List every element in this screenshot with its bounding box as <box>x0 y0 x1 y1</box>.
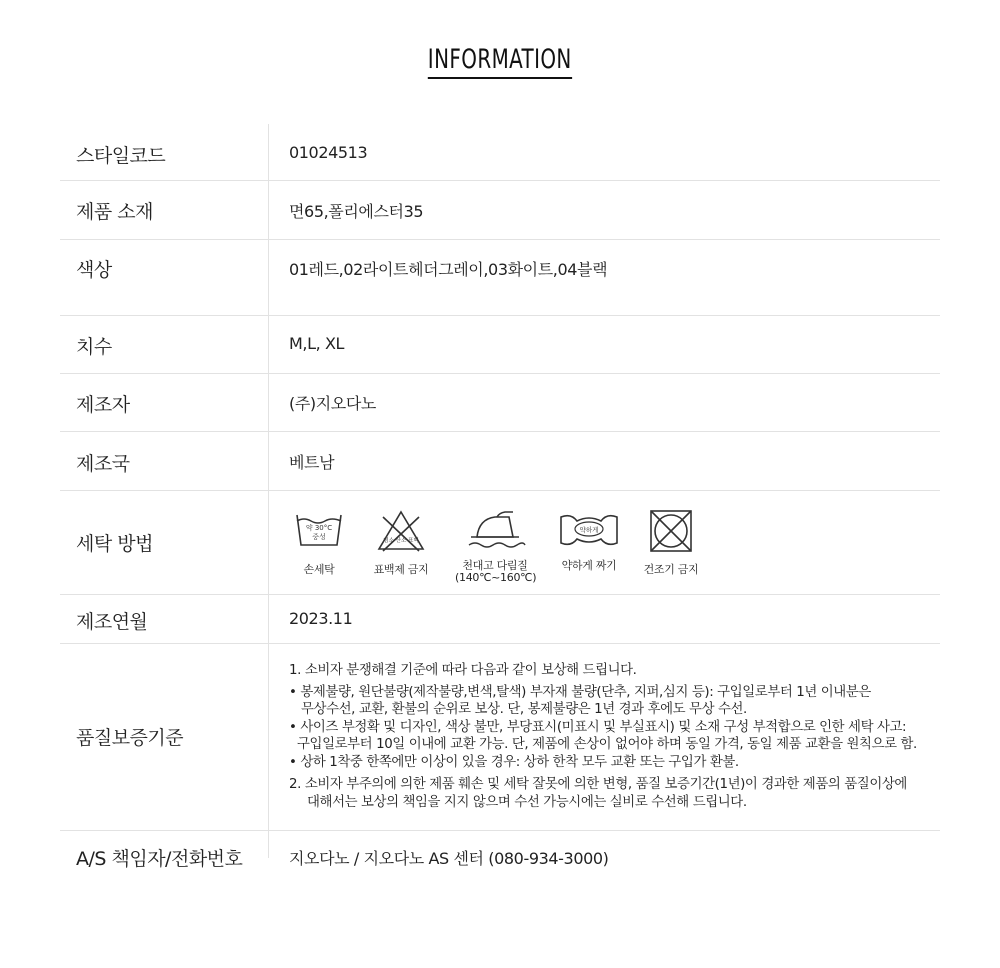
style-code-label: 스타일코드 <box>76 145 166 167</box>
as-label: A/S 책임자/전화번호 <box>76 848 243 870</box>
hand-wash-detergent: 중성 <box>312 533 326 541</box>
row-wash <box>60 491 940 595</box>
maker-label: 제조자 <box>76 394 130 416</box>
quality-line: 무상수선, 교환, 환불의 순위로 보상. 단, 봉제불량은 1년 경과 후에도 무상 수선. <box>301 702 747 717</box>
as-value: 지오다노 / 지오다노 AS 센터 (080-934-3000) <box>289 849 609 868</box>
quality-line: 1. 소비자 분쟁해결 기준에 따라 다음과 같이 보상해 드립니다. <box>289 663 637 678</box>
no-dryer-icon <box>639 507 703 553</box>
size-value: M,L, XL <box>289 334 345 353</box>
row-quality <box>60 644 940 831</box>
no-bleach-label: 표백제 금지 <box>373 563 429 576</box>
quality-line: • 봉제불량, 원단불량(제작불량,변색,탈색) 부자재 불량(단추, 지퍼,심지 등): 구입일로부터 1년 이내분은 <box>289 684 871 700</box>
size-label: 치수 <box>76 336 112 358</box>
care-iron <box>455 507 537 584</box>
care-gentle-wring <box>557 507 621 572</box>
material-label: 제품 소재 <box>76 201 153 223</box>
care-hand-wash <box>289 507 349 576</box>
row-as-contact <box>60 831 940 870</box>
date-value: 2023.11 <box>289 609 353 628</box>
wring-icon <box>557 507 621 551</box>
row-style-code <box>60 124 940 181</box>
row-size <box>60 316 940 374</box>
no-bleach-icon <box>369 507 433 553</box>
no-dryer-label: 건조기 금지 <box>643 563 699 576</box>
color-label: 색상 <box>76 259 112 281</box>
care-no-bleach <box>369 507 433 576</box>
gentle-wring-label: 약하게 짜기 <box>561 559 617 572</box>
quality-label: 품질보증기준 <box>76 727 184 749</box>
row-maker <box>60 374 940 432</box>
quality-text <box>289 662 917 811</box>
iron-icon <box>455 507 535 553</box>
no-bleach-icon-text: 염소·산소 표백 <box>383 538 419 544</box>
color-value: 01레드,02라이트헤더그레이,03화이트,04블랙 <box>289 260 608 279</box>
care-icons <box>289 507 749 587</box>
quality-line: • 사이즈 부정확 및 디자인, 색상 불만, 부당표시(미표시 및 부실표시) 및 소재 구성 부적합으로 인한 세탁 사고: <box>289 719 907 735</box>
care-no-dryer <box>639 507 703 576</box>
maker-value: (주)지오다노 <box>289 394 376 413</box>
hand-wash-label: 손세탁 <box>303 563 335 576</box>
row-country <box>60 432 940 491</box>
page-title: INFORMATION <box>0 44 1000 79</box>
quality-line: • 상하 1착중 한쪽에만 이상이 있을 경우: 상하 한착 모두 교환 또는 구입가 환불. <box>289 754 739 770</box>
hand-wash-icon <box>289 507 349 551</box>
material-value: 면65,폴리에스터35 <box>289 202 424 221</box>
row-manufacture-date <box>60 595 940 644</box>
country-label: 제조국 <box>76 453 130 475</box>
date-label: 제조연월 <box>76 611 148 633</box>
row-material <box>60 181 940 240</box>
quality-line: 2. 소비자 부주의에 의한 제품 훼손 및 세탁 잘못에 의한 변형, 품질 보증기간(1년)이 경과한 제품의 품질이상에 <box>289 777 907 792</box>
quality-line: 구입일로부터 10일 이내에 교환 가능. 단, 제품에 손상이 없어야 하며 동일 가격, 동일 제품 교환을 원칙으로 함. <box>297 737 917 752</box>
wash-label: 세탁 방법 <box>76 533 153 555</box>
country-value: 베트남 <box>289 453 335 472</box>
wring-icon-text: 약하게 <box>579 526 599 534</box>
hand-wash-temp: 약 30°C <box>305 524 333 532</box>
row-color <box>60 240 940 316</box>
style-code-value: 01024513 <box>289 143 368 162</box>
quality-line: 대해서는 보상의 책임을 지지 않으며 수선 가능시에는 실비로 수선해 드립니다. <box>307 794 747 810</box>
iron-label: 천대고 다림질 <box>462 559 528 572</box>
iron-temp-label: (140℃~160℃) <box>455 571 537 584</box>
